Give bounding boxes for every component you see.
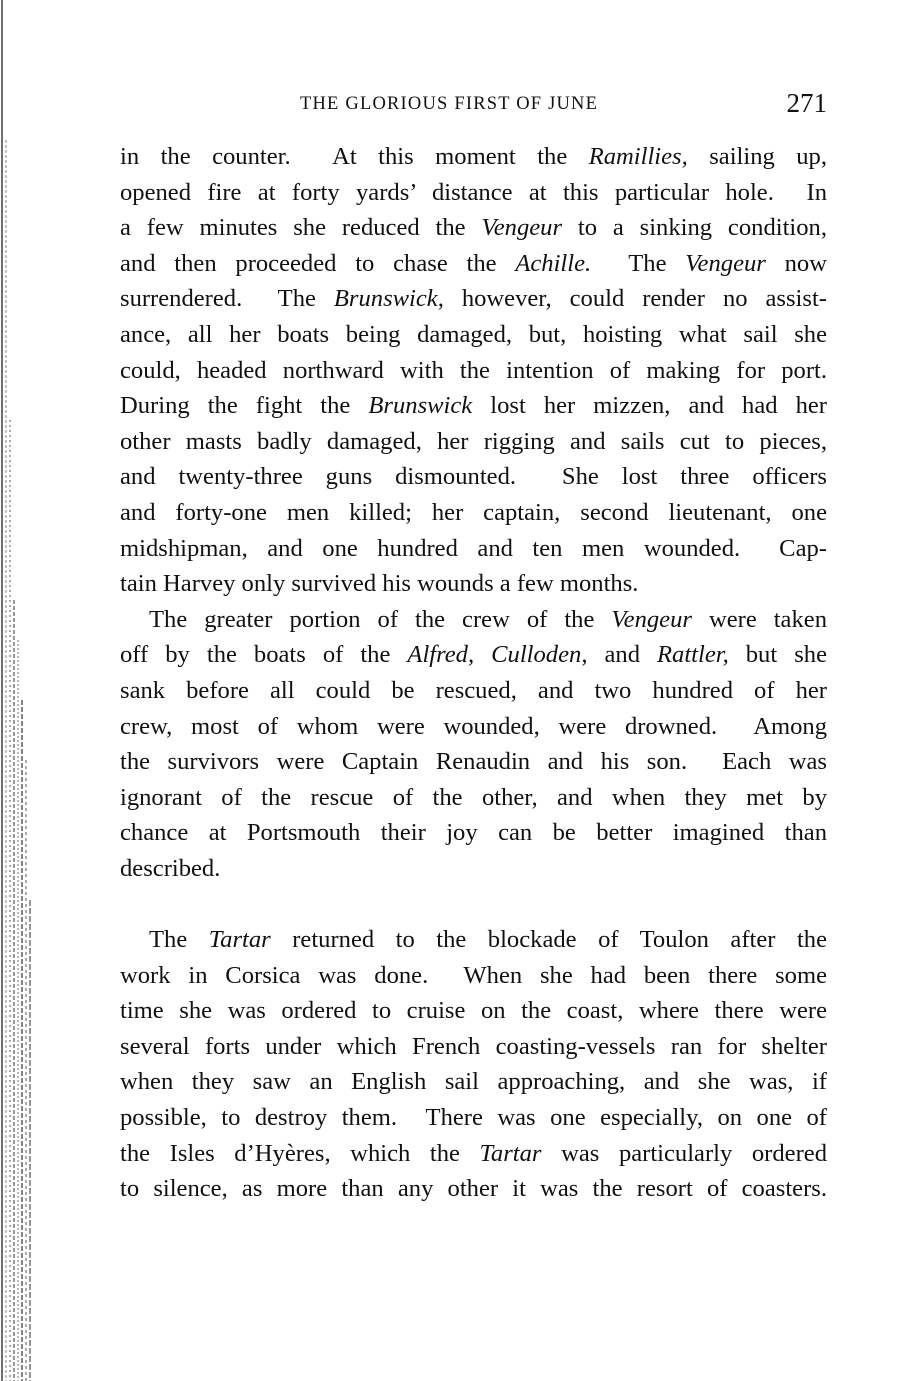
text-line [120,815,827,851]
text-segment: ignorant of the rescue of the other, and when they met by [120,783,827,811]
text-line [120,531,827,567]
text-segment: ance, all her boats being damaged, but, hoisting what sail she [120,320,827,348]
text-line [120,673,827,709]
text-segment: chance at Portsmouth their joy can be better imagined than [120,819,827,847]
italic-ship-name: Alfred, Culloden, [407,641,588,669]
text-line [120,709,827,745]
italic-ship-name: Vengeur [685,249,766,277]
text-segment: surrendered. The [120,285,334,313]
text-line [120,780,827,816]
text-segment: the Isles d’Hyères, which the [120,1139,480,1167]
text-line [120,602,827,638]
text-line [120,388,827,424]
italic-ship-name: Vengeur [481,214,563,242]
text-segment: tain Harvey only survived his wounds a few months. [120,570,639,598]
text-segment: opened fire at forty yards’ distance at this particular hole. In [120,178,827,206]
text-line [120,1171,827,1207]
text-segment: midshipman, and one hundred and ten men wounded. Cap- [120,534,827,562]
text-segment: but she [728,641,827,669]
body-text [120,139,827,1207]
text-line [120,1064,827,1100]
text-segment: could, headed northward with the intention of making for port. [120,356,827,384]
italic-ship-name: Vengeur [611,605,692,633]
text-line [120,1100,827,1136]
italic-ship-name: Rattler, [657,641,729,669]
text-line [120,317,827,353]
text-segment: off by the boats of the [120,641,408,669]
text-segment: and then proceeded to chase the [120,249,516,277]
text-segment: time she was ordered to cruise on the coast, where there were [120,997,827,1025]
text-segment: During the fight the [120,392,369,420]
italic-ship-name: Achille. [515,249,592,277]
text-line [120,744,827,780]
text-segment: sank before all could be rescued, and two hundred of her [120,676,827,704]
text-line [120,175,827,211]
italic-ship-name: Tartar [208,926,271,954]
text-line [120,139,827,175]
text-segment: The [149,926,209,954]
text-line [120,1029,827,1065]
text-line [120,922,827,958]
text-line [120,281,827,317]
text-segment: to silence, as more than any other it was the resort of coasters. [120,1175,827,1203]
text-segment: other masts badly damaged, her rigging and sails cut to pieces, [120,427,827,455]
italic-ship-name: Brunswick [368,392,473,420]
text-segment: and twenty-three guns dismounted. She lost three officers [120,463,827,491]
text-segment: and forty-one men killed; her captain, second lieutenant, one [120,498,827,526]
text-segment: however, could render no assist- [443,285,827,313]
text-segment: The greater portion of the crew of the [149,605,612,633]
text-line [120,993,827,1029]
running-head [120,88,827,122]
text-segment: the survivors were Captain Renaudin and his son. Each was [120,748,827,776]
text-segment: and [587,641,658,669]
text-segment: described. [120,854,221,882]
text-line [120,637,827,673]
text-line [120,851,827,887]
italic-ship-name: Tartar [479,1139,542,1167]
text-segment: possible, to destroy them. There was one especially, on one of [120,1104,827,1132]
text-line [120,353,827,389]
italic-ship-name: Ramillies, [588,143,688,170]
text-segment: was particularly ordered [541,1139,827,1167]
text-line [120,424,827,460]
text-segment: to a sinking condition, [562,214,827,242]
text-segment: when they saw an English sail approaching, and she was, if [120,1068,827,1096]
text-line [120,495,827,531]
text-line [120,1136,827,1172]
text-segment: returned to the blockade of Toulon after the [270,926,827,954]
text-segment: a few minutes she reduced the [120,214,482,242]
text-segment: sailing up, [687,143,827,170]
text-line [120,958,827,994]
running-title: THE GLORIOUS FIRST OF JUNE [300,94,599,114]
text-segment: several forts under which French coasting-vessels ran for shelter [120,1032,827,1060]
text-line [120,210,827,246]
text-segment: were taken [691,605,827,633]
text-line [120,459,827,495]
text-segment: crew, most of whom were wounded, were drowned. Among [120,712,827,740]
text-line [120,246,827,282]
text-line [120,566,827,602]
text-segment: in the counter. At this moment the [120,143,589,170]
text-segment: work in Corsica was done. When she had been there some [120,961,827,989]
text-segment: The [591,249,686,277]
page-number: 271 [786,88,827,118]
italic-ship-name: Brunswick, [333,285,444,313]
section-break [120,886,827,922]
text-segment: now [765,249,827,277]
text-segment: lost her mizzen, and had her [472,392,827,420]
scanned-page-edge [0,0,34,1381]
